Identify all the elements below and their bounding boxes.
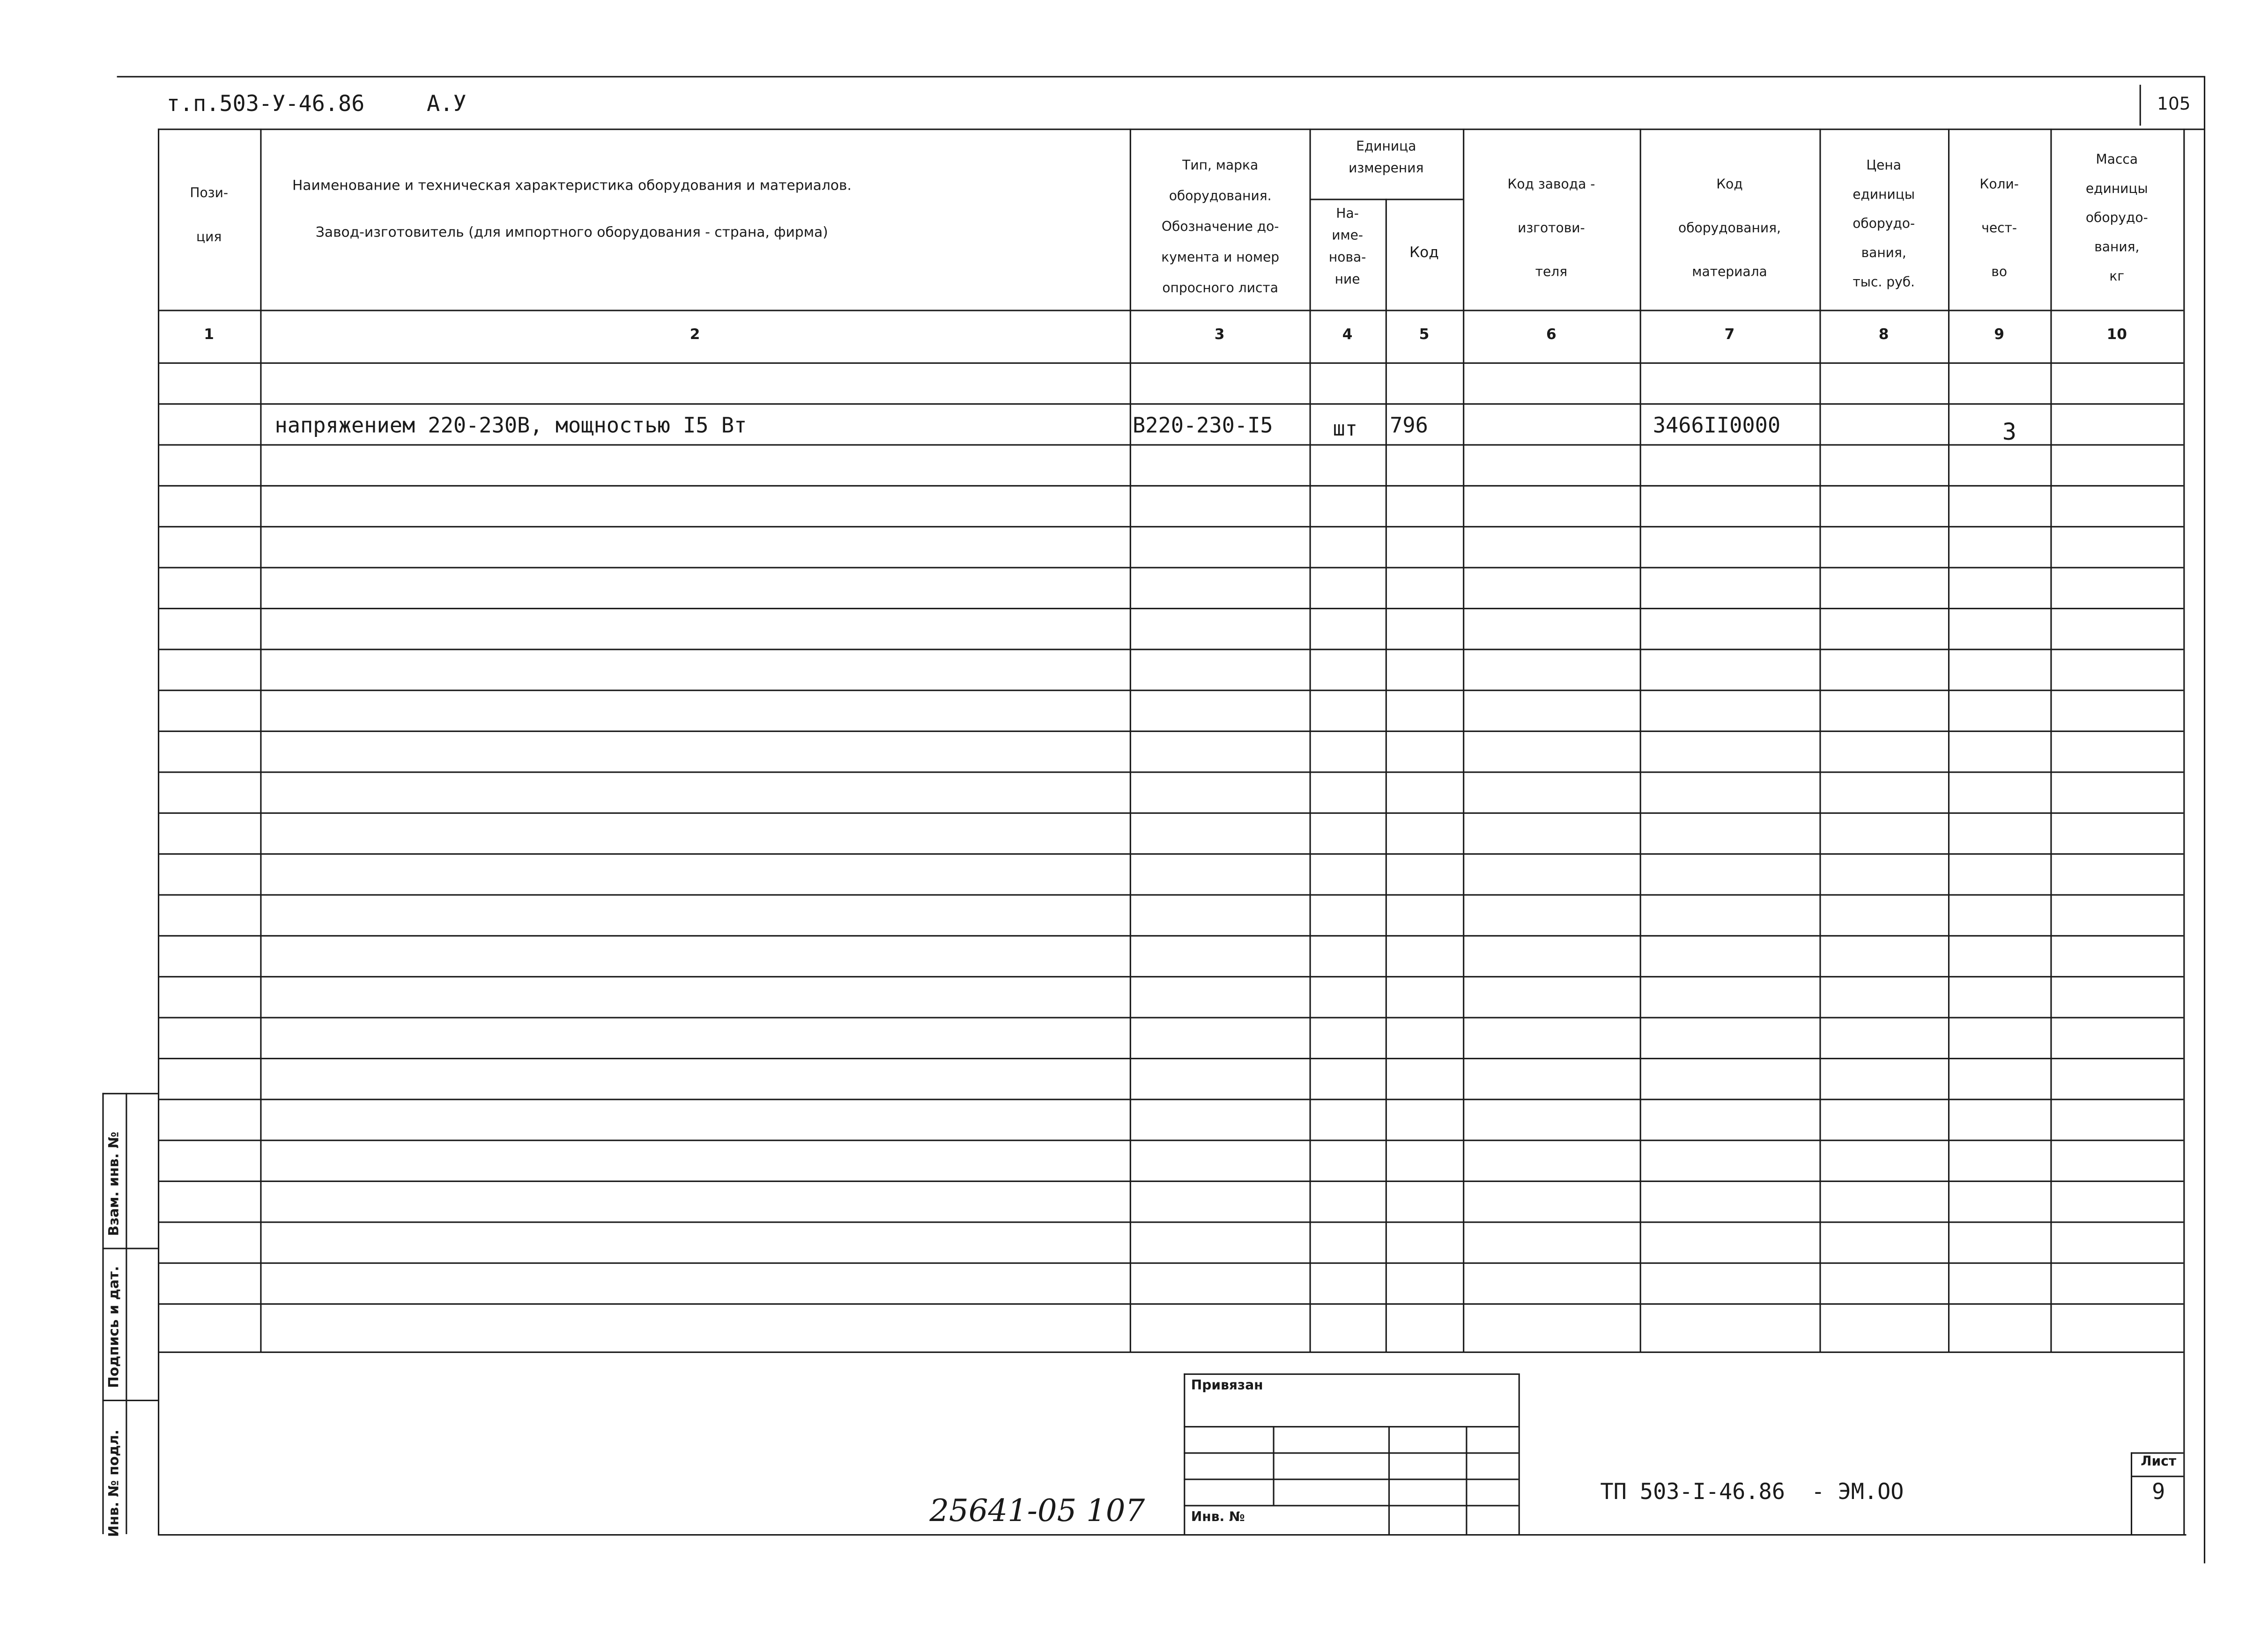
table-row-line	[158, 1140, 2183, 1141]
col-3-header: Тип, марка оборудования. Обозначение до- кумента и номер опросного листа	[1161, 159, 1280, 297]
stamp-inv-label: Инв. № подл.	[106, 1429, 123, 1537]
doc-reference: т.п.503-У-46.86	[166, 90, 365, 117]
frame-bottom-border	[158, 1534, 2186, 1536]
binding-top	[1184, 1374, 1518, 1375]
col-8-header: Цена единицы оборудо- вания, тыс. руб.	[1853, 159, 1915, 291]
table-row-line	[158, 771, 2183, 773]
table-row-line	[158, 935, 2183, 937]
album-label: А.У	[427, 90, 467, 117]
outer-right-margin-line	[2204, 76, 2205, 1563]
binding-left	[1184, 1374, 1185, 1534]
sheet-box-top	[2131, 1452, 2183, 1454]
table-row-line	[158, 1303, 2183, 1305]
side-stamp-divider-2	[102, 1400, 158, 1401]
col-divider-1	[260, 129, 261, 1351]
table-row-line	[158, 1263, 2183, 1264]
col-2-header: Наименование и техническая характеристика оборудования и материалов.	[292, 178, 852, 194]
col-6-header: Код завода - изготови- теля	[1507, 178, 1595, 281]
stamp-signature-label: Подпись и дат.	[106, 1266, 123, 1388]
binding-title: Привязан	[1191, 1379, 1263, 1394]
col-8-number: 8	[1878, 327, 1889, 344]
sheet-box-divider	[2131, 1476, 2183, 1477]
binding-inv-label: Инв. №	[1191, 1511, 1245, 1526]
page-number-divider	[2140, 85, 2141, 126]
binding-col-3	[1466, 1426, 1467, 1534]
number-row-bottom-border	[158, 362, 2183, 364]
table-row-line	[158, 731, 2183, 732]
col-2-number: 2	[689, 327, 700, 344]
col-7-number: 7	[1724, 327, 1735, 344]
frame-right-border	[2183, 129, 2185, 1534]
handwritten-note: 25641-05 107	[929, 1493, 1145, 1529]
binding-line-2	[1184, 1452, 1518, 1454]
side-stamp-top	[102, 1093, 158, 1094]
sheet-box-left	[2131, 1452, 2132, 1534]
col-divider-5	[1463, 129, 1464, 1351]
table-row-line	[158, 1221, 2183, 1223]
binding-line-1	[1184, 1426, 1518, 1427]
document-designation: ТП 503-I-46.86 - ЭМ.ОО	[1600, 1478, 1904, 1505]
binding-right	[1519, 1374, 1520, 1534]
table-row-line	[158, 976, 2183, 977]
table-row-line	[158, 1181, 2183, 1182]
unit-group-header: Единица измерения	[1349, 140, 1424, 177]
col-5-header: Код	[1409, 245, 1439, 262]
sheet-number: 9	[2152, 1478, 2165, 1505]
side-stamp-inner	[126, 1093, 127, 1534]
frame-top-border	[158, 129, 2204, 130]
col-10-header: Масса единицы оборудо- вания, кг	[2085, 153, 2148, 285]
col-divider-4	[1386, 199, 1387, 1351]
col-4-number: 4	[1342, 327, 1353, 344]
col-2-subheader: Завод-изготовитель (для импортного оборудования - страна, фирма)	[315, 225, 828, 241]
cell-quantity: 3	[2002, 418, 2017, 446]
col-10-number: 10	[2106, 327, 2127, 344]
cell-unit-code: 796	[1390, 415, 1428, 438]
col-divider-8	[1948, 129, 1949, 1351]
col-5-number: 5	[1419, 327, 1430, 344]
binding-line-4	[1184, 1505, 1518, 1506]
table-row-line	[158, 485, 2183, 487]
table-row-line	[158, 608, 2183, 609]
col-1-number: 1	[204, 327, 215, 344]
page-number: 105	[2157, 93, 2191, 114]
col-9-number: 9	[1994, 327, 2005, 344]
table-row-line	[158, 526, 2183, 527]
table-row-line	[158, 567, 2183, 569]
table-row-line	[158, 403, 2183, 405]
col-divider-2	[1130, 129, 1131, 1351]
binding-line-3	[1184, 1478, 1518, 1480]
cell-name: напряжением 220-230В, мощностью I5 Вт	[274, 415, 747, 438]
header-bottom-border	[158, 310, 2183, 311]
table-row-line	[158, 1058, 2183, 1059]
table-bottom-border	[158, 1351, 2183, 1353]
col-7-header: Код оборудования, материала	[1678, 178, 1781, 281]
col-divider-7	[1819, 129, 1821, 1351]
binding-col-2	[1388, 1426, 1390, 1534]
col-divider-3	[1310, 129, 1311, 1351]
unit-group-divider	[1310, 199, 1463, 200]
col-3-number: 3	[1214, 327, 1225, 344]
side-stamp-left	[102, 1093, 104, 1534]
col-divider-6	[1640, 129, 1641, 1351]
col-1-header: Пози- ция	[190, 187, 228, 246]
top-margin-line	[117, 76, 2204, 77]
table-row-line	[158, 894, 2183, 895]
col-9-header: Коли- чест- во	[1979, 178, 2019, 281]
col-4-header: На- име- нова- ние	[1328, 207, 1366, 288]
table-row-line	[158, 1099, 2183, 1100]
col-divider-9	[2050, 129, 2052, 1351]
table-row-line	[158, 444, 2183, 445]
col-6-number: 6	[1546, 327, 1556, 344]
side-stamp-divider-1	[102, 1248, 158, 1249]
table-row-line	[158, 1017, 2183, 1019]
stamp-replacement-label: Взам. инв. №	[106, 1131, 123, 1236]
table-row-line	[158, 649, 2183, 650]
sheet-label: Лист	[2141, 1455, 2177, 1470]
table-row-line	[158, 812, 2183, 814]
binding-col-1	[1273, 1426, 1275, 1505]
cell-type: В220-230-I5	[1133, 415, 1273, 438]
cell-unit-name: шт	[1333, 418, 1358, 442]
table-row-line	[158, 853, 2183, 855]
cell-equipment-code: 3466II0000	[1653, 415, 1781, 438]
table-row-line	[158, 690, 2183, 691]
